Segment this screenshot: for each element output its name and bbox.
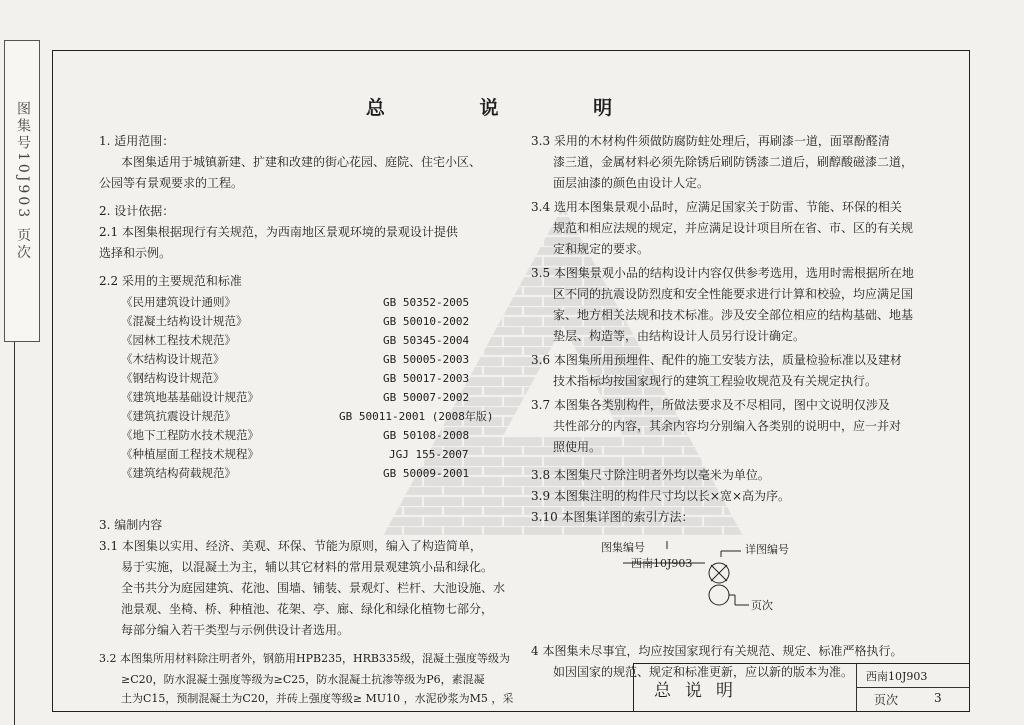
standard-name: 《钢结构设计规范》 [121,371,225,385]
text-line: 漆三道，金属材料必须先除锈后刷防锈漆二道后，刷醇酸磁漆二道， [553,155,914,169]
text-line: 垫层、构造等，由结构设计人员另行设计确定。 [553,329,806,343]
standard-name: 《种植屋面工程技术规程》 [121,447,259,461]
standard-code: GB 50352-2005 [383,296,470,309]
section-2-heading: 2. 设计依据： [99,204,175,218]
text-line: 定和规定的要求。 [553,242,650,256]
text-line: 本图集适用于城镇新建、扩建和改建的街心花园、庭院、住宅小区、 [121,155,482,169]
title-block-title: 总说明 [654,681,747,701]
text-line: 共性部分的内容，其余内容均分别编入各类别的说明中，应一并对 [553,419,902,433]
standard-name: 《建筑地基基础设计规范》 [121,390,259,404]
side-stamp-text: 图集号10J903 页次 [15,101,31,262]
text-line: 3.3 采用的木材构件须做防腐防蛀处理后，再刷漆一道，面罩酚醛清 [531,134,890,148]
title-block-divider [856,687,969,688]
page-number-label: 页次 [751,599,773,612]
section-1-heading: 1. 适用范围： [99,134,175,148]
text-line: 易于实施，以混凝土为主，辅以其它材料的常用景观建筑小品和绿化。 [121,560,494,574]
text-line: 3.4 选用本图集景观小品时，应满足国家关于防雷、节能、环保的相关 [531,200,902,214]
detail-number-label: 详图编号 [745,543,789,556]
title-block-page-label: 页次 [874,693,899,707]
side-stamp [4,40,40,342]
standard-code: GB 50007-2002 [383,391,470,404]
standard-code: GB 50009-2001 [383,467,470,480]
text-line: 3.2 本图集所用材料除注明者外，钢筋用HPB235，HRB335级，混凝土强度等级为 [99,652,511,665]
standards-list [121,292,494,512]
text-line: 2.1 本图集根据现行有关规范，为西南地区景观环境的景观设计提供 [99,225,458,239]
text-line: 照使用。 [553,440,602,454]
title-block-page-number: 3 [934,691,942,705]
drawing-frame [52,50,970,712]
title-block [633,663,969,711]
standard-code: GB 50005-2003 [383,353,470,366]
document-title: 总 说 明 [365,97,657,119]
text-line: 3.6 本图集所用预埋件、配件的施工安装方法，质量检验标准以及建材 [531,353,902,367]
standard-name: 《木结构设计规范》 [121,352,225,366]
text-line: 3.7 本图集各类别构件，所做法要求及不尽相同，图中文说明仅涉及 [531,398,890,412]
standard-name: 《园林工程技术规范》 [121,333,236,347]
text-line: ≥C20，防水混凝土强度等级为≥C25，防水混凝土抗渗等级为P6，素混凝 [121,673,485,686]
standard-name: 《混凝土结构设计规范》 [121,314,248,328]
left-column [99,131,519,691]
standard-name: 《建筑抗震设计规范》 [121,409,236,423]
text-line: 3.8 本图集尺寸除注明者外均以毫米为单位。 [531,468,770,482]
standard-code: GB 50010-2002 [383,315,470,328]
text-line: 3.10 本图集详图的索引方法： [531,510,694,524]
text-line: 3.9 本图集注明的构件尺寸均以长×宽×高为序。 [531,489,791,503]
standard-name: 《民用建筑设计通则》 [121,295,236,309]
standard-code: GB 50345-2004 [383,334,470,347]
text-line: 选择和示例。 [99,246,172,260]
text-line: 3.1 本图集以实用、经济、美观、环保、节能为原则，编入了构造简单， [99,539,482,553]
title-block-atlas: 西南10J903 [866,670,928,683]
section-2-2-heading: 2.2 采用的主要规范和标准 [99,274,242,288]
atlas-code: 西南10J903 [631,557,693,570]
text-line: 3.5 本图集景观小品的结构设计内容仅供参考选用，选用时需根据所在地 [531,266,914,280]
atlas-number-label: 图集编号 [601,541,645,554]
right-column [531,131,961,691]
text-line: 土为C15，预制混凝土为C20，并砖上强度等级≥ MU10 ，水泥砂浆为M5 ，采 [121,692,514,705]
text-line: 家、地方相关法规和技术标准。涉及安全部位相应的结构基础、地基 [553,308,914,322]
standard-code: JGJ 155-2007 [389,448,469,461]
text-line: 区不同的抗震设防烈度和安全性能要求进行计算和校验，均应满足国 [553,287,914,301]
standard-code: GB 50011-2001 (2008年版) [339,410,494,423]
text-line: 如因国家的规范、规定和标准更新，应以新的版本为准。 [553,665,854,679]
index-diagram [571,529,831,612]
text-line: 每部分编入若干类型与示例供设计者选用。 [121,623,350,637]
text-line: 公园等有景观要求的工程。 [99,176,244,190]
text-line: 池景观、坐椅、桥、种植池、花架、亭、廊、绿化和绿化植物七部分， [121,602,494,616]
text-line: 4 本图集未尽事宜，均应按国家现行有关规范、规定、标准严格执行。 [531,644,903,658]
standard-code: GB 50017-2003 [383,372,470,385]
text-line: 全书共分为庭园建筑、花池、围墙、铺装、景观灯、栏杆、大池设施、水 [121,581,506,595]
standard-code: GB 50108-2008 [383,429,470,442]
section-3-heading: 3. 编制内容 [99,518,163,532]
text-line: 技术指标均按国家现行的建筑工程验收规范及有关规定执行。 [553,374,878,388]
standard-name: 《建筑结构荷载规范》 [121,466,236,480]
text-line: 规范和相应法规的规定，并应满足设计项目所在省、市、区的有关规 [553,221,914,235]
text-line: 面层油漆的颜色由设计人定。 [553,176,710,190]
standard-name: 《地下工程防水技术规范》 [121,428,259,442]
